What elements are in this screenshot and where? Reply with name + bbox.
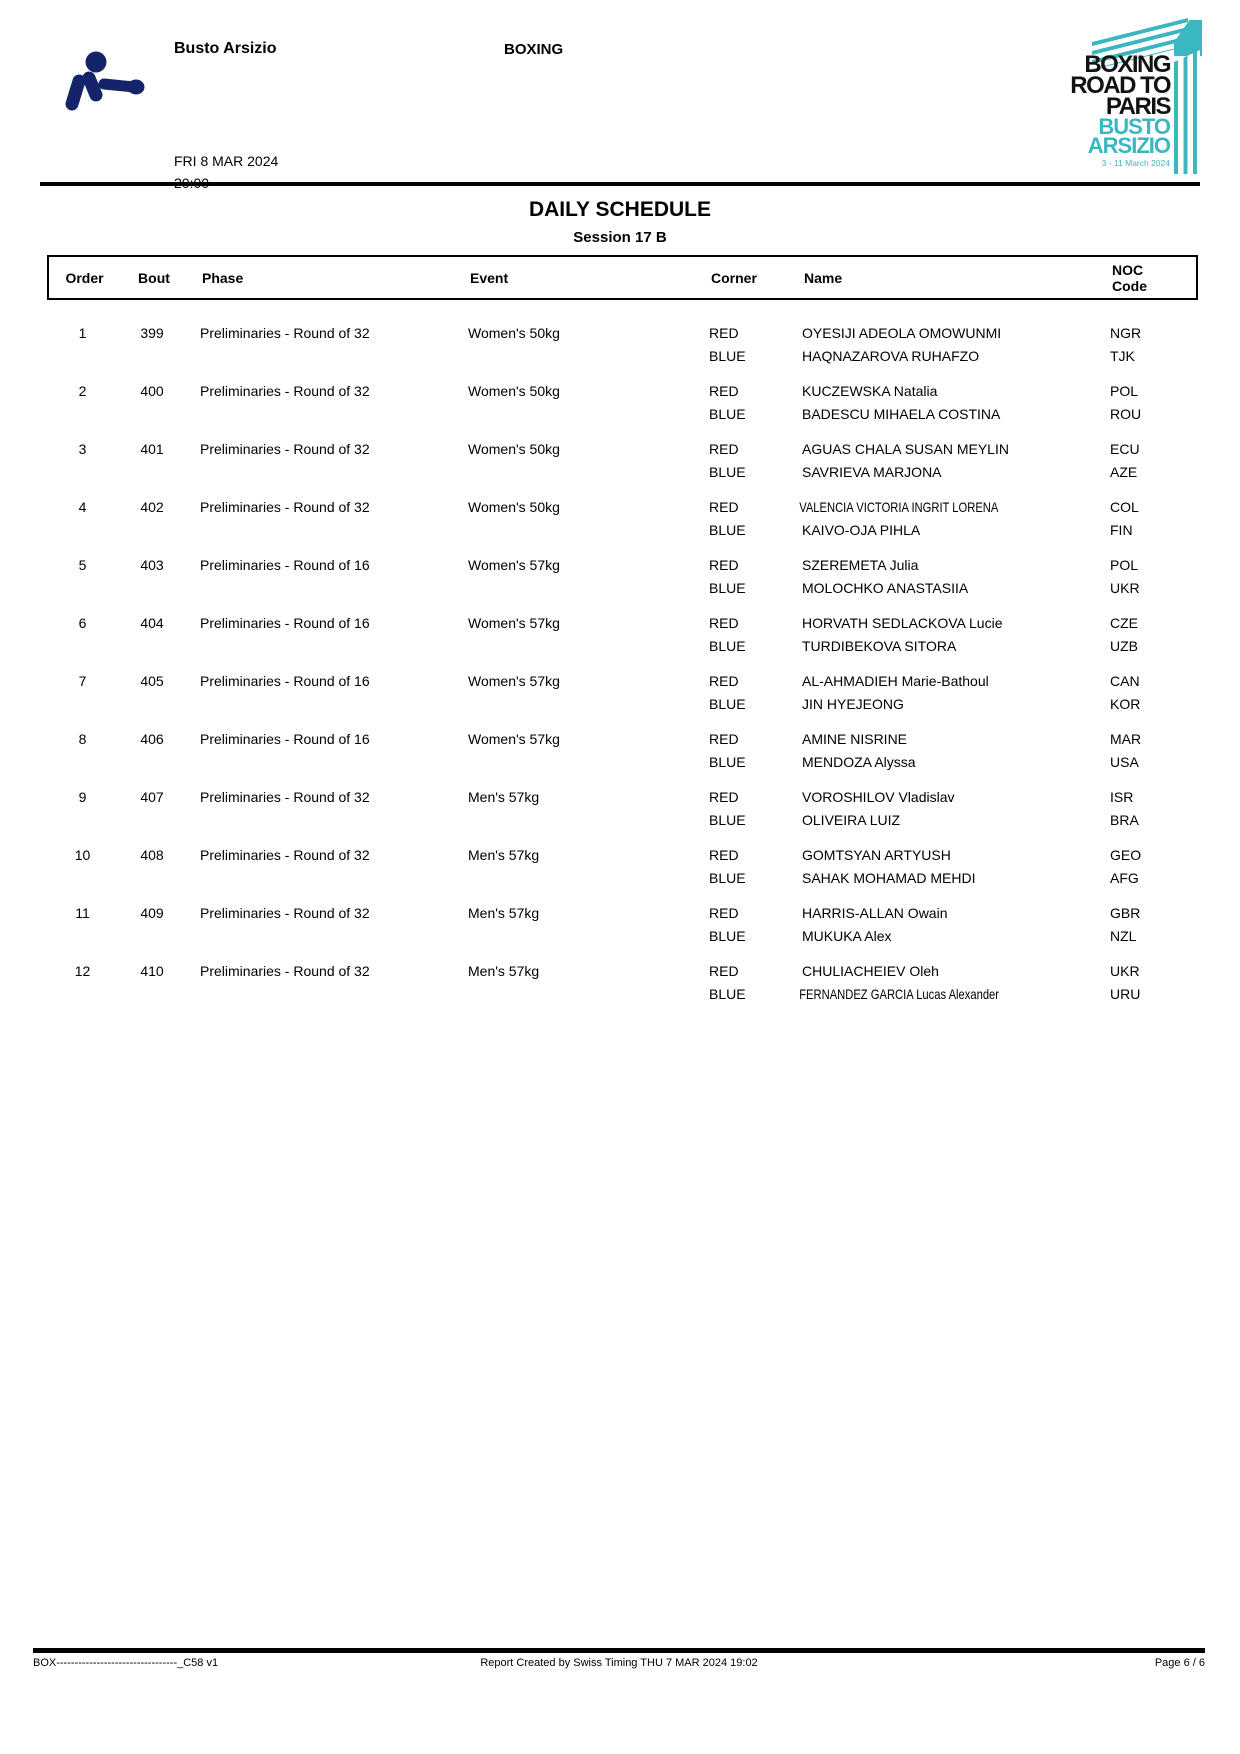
footer-page-number: Page 6 / 6: [1154, 1657, 1205, 1669]
red-boxer-noc: COL: [1110, 498, 1139, 515]
bout-phase: Preliminaries - Round of 16: [200, 556, 370, 573]
bout-order: 6: [78, 614, 87, 631]
blue-boxer-name: JIN HYEJEONG: [802, 695, 904, 712]
corner-blue-label: BLUE: [709, 637, 746, 654]
bout-event: Women's 57kg: [468, 730, 560, 747]
bout-number: 403: [140, 556, 164, 573]
col-header-noc: [1098, 262, 1200, 294]
red-boxer-noc: GBR: [1110, 904, 1141, 921]
footer-created-by: Report Created by Swiss Timing THU 7 MAR 2024 19:02: [480, 1657, 758, 1669]
logo-vertical-stripes: [1174, 50, 1200, 174]
blue-boxer-noc: UKR: [1110, 579, 1140, 596]
bout-number: 405: [140, 672, 164, 689]
bout-order: 4: [78, 498, 87, 515]
blue-boxer-name: TURDIBEKOVA SITORA: [802, 637, 957, 654]
bout-red-line: [47, 553, 1198, 576]
bout-number: 408: [140, 846, 164, 863]
bout-number: 404: [140, 614, 164, 631]
blue-boxer-noc: URU: [1110, 985, 1141, 1002]
header-rule: [40, 182, 1200, 186]
corner-red-label: RED: [709, 498, 739, 515]
bout-blue-line: [47, 634, 1198, 657]
logo-text: [1070, 51, 1170, 168]
red-boxer-noc: CZE: [1110, 614, 1138, 631]
schedule-table: [47, 255, 1198, 1010]
blue-boxer-name: BADESCU MIHAELA COSTINA: [802, 405, 1001, 422]
col-header-name: Name: [804, 269, 843, 286]
bout-blue-line: [47, 924, 1198, 947]
bout-order: 8: [78, 730, 87, 747]
bout-event: Men's 57kg: [468, 904, 540, 921]
logo-line-paris: PARIS: [1105, 93, 1170, 120]
logo-line-boxing: BOXING: [1084, 51, 1170, 78]
red-boxer-name: HARRIS-ALLAN Owain: [802, 904, 948, 921]
bout-phase: Preliminaries - Round of 32: [200, 498, 370, 515]
bout-order: 11: [75, 904, 90, 921]
red-boxer-noc: UKR: [1110, 962, 1140, 979]
bout-red-line: [47, 611, 1198, 634]
blue-boxer-noc: UZB: [1110, 637, 1138, 654]
col-header-noc-line2: Code: [1112, 277, 1147, 294]
blue-boxer-noc: FIN: [1110, 521, 1133, 538]
corner-blue-label: BLUE: [709, 695, 746, 712]
blue-boxer-name: MENDOZA Alyssa: [802, 753, 916, 770]
bout-red-line: [47, 669, 1198, 692]
bout-order: 12: [74, 962, 91, 979]
bout-blue-line: [47, 402, 1198, 425]
red-boxer-name: HORVATH SEDLACKOVA Lucie: [802, 614, 1003, 631]
bout-number: 399: [140, 324, 164, 341]
blue-boxer-name: SAVRIEVA MARJONA: [802, 463, 942, 480]
page-title: DAILY SCHEDULE: [528, 198, 712, 221]
red-boxer-name: AMINE NISRINE: [802, 730, 908, 747]
bout-number: 402: [140, 498, 164, 515]
red-boxer-name: OYESIJI ADEOLA OMOWUNMI: [802, 324, 1002, 341]
bout-event: Men's 57kg: [468, 846, 540, 863]
bout-blue-line: [47, 808, 1198, 831]
bout-blue-line: [47, 982, 1198, 1005]
corner-blue-label: BLUE: [709, 927, 746, 944]
red-boxer-name: VOROSHILOV Vladislav: [802, 788, 955, 805]
event-logo: [1040, 24, 1202, 176]
red-boxer-name: CHULIACHEIEV Oleh: [802, 962, 939, 979]
bout-row: [47, 952, 1198, 1010]
session-label: Session 17 B: [573, 229, 667, 246]
bout-red-line: [47, 901, 1198, 924]
schedule-rows: [47, 300, 1198, 1010]
col-header-noc-line1: NOC: [1112, 261, 1144, 278]
bout-blue-line: [47, 692, 1198, 715]
sport-name: BOXING: [504, 41, 564, 58]
boxing-pictogram-icon: [55, 50, 147, 119]
page-footer: [33, 1657, 1205, 1669]
corner-blue-label: BLUE: [709, 811, 746, 828]
bout-row: [47, 546, 1198, 604]
red-boxer-noc: ISR: [1110, 788, 1134, 805]
bout-row: [47, 604, 1198, 662]
bout-phase: Preliminaries - Round of 32: [200, 846, 370, 863]
corner-red-label: RED: [709, 382, 739, 399]
logo-line-arsizio: ARSIZIO: [1087, 133, 1170, 158]
bout-order: 10: [74, 846, 91, 863]
corner-red-label: RED: [709, 324, 739, 341]
corner-blue-label: BLUE: [709, 347, 746, 364]
corner-red-label: RED: [709, 614, 739, 631]
bout-number: 410: [140, 962, 164, 979]
col-header-order: Order: [65, 269, 104, 286]
bout-row: [47, 430, 1198, 488]
blue-boxer-name: SAHAK MOHAMAD MEHDI: [802, 869, 976, 886]
bout-phase: Preliminaries - Round of 16: [200, 730, 370, 747]
blue-boxer-noc: TJK: [1110, 347, 1135, 364]
bout-phase: Preliminaries - Round of 16: [200, 672, 370, 689]
red-boxer-name: SZEREMETA Julia: [802, 556, 919, 573]
table-header-row: [47, 255, 1198, 300]
bout-phase: Preliminaries - Round of 32: [200, 788, 370, 805]
bout-order: 7: [78, 672, 87, 689]
corner-red-label: RED: [709, 962, 739, 979]
logo-event-dates: 3 - 11 March 2024: [1101, 158, 1170, 168]
col-header-phase: Phase: [202, 269, 244, 286]
bout-event: Women's 50kg: [468, 440, 560, 457]
bout-order: 9: [78, 788, 87, 805]
corner-blue-label: BLUE: [709, 753, 746, 770]
blue-boxer-name: KAIVO-OJA PIHLA: [802, 521, 921, 538]
corner-red-label: RED: [709, 904, 739, 921]
bout-red-line: [47, 495, 1198, 518]
blue-boxer-noc: NZL: [1110, 927, 1137, 944]
bout-event: Women's 50kg: [468, 498, 560, 515]
blue-boxer-name: HAQNAZAROVA RUHAFZO: [802, 347, 980, 364]
blue-boxer-name: MUKUKA Alex: [802, 927, 892, 944]
bout-phase: Preliminaries - Round of 32: [200, 382, 370, 399]
col-header-corner: Corner: [711, 269, 757, 286]
bout-phase: Preliminaries - Round of 32: [200, 962, 370, 979]
red-boxer-name: VALENCIA VICTORIA INGRIT LORENA: [799, 498, 999, 515]
bout-order: 1: [78, 324, 87, 341]
corner-blue-label: BLUE: [709, 521, 746, 538]
bout-red-line: [47, 727, 1198, 750]
bout-row: [47, 778, 1198, 836]
corner-blue-label: BLUE: [709, 463, 746, 480]
red-boxer-noc: GEO: [1110, 846, 1142, 863]
blue-boxer-name: MOLOCHKO ANASTASIIA: [802, 579, 969, 596]
bout-phase: Preliminaries - Round of 32: [200, 440, 370, 457]
bout-order: 5: [78, 556, 87, 573]
bout-event: Women's 50kg: [468, 324, 560, 341]
blue-boxer-noc: BRA: [1110, 811, 1139, 828]
red-boxer-noc: NGR: [1110, 324, 1142, 341]
logo-line-roadto: ROAD TO: [1070, 72, 1170, 99]
col-header-event: Event: [470, 269, 509, 286]
bout-blue-line: [47, 750, 1198, 773]
col-header-bout: Bout: [138, 269, 170, 286]
red-boxer-noc: ECU: [1110, 440, 1140, 457]
corner-red-label: RED: [709, 672, 739, 689]
red-boxer-name: GOMTSYAN ARTYUSH: [802, 846, 951, 863]
blue-boxer-noc: AFG: [1110, 869, 1139, 886]
bout-phase: Preliminaries - Round of 32: [200, 324, 370, 341]
bout-row: [47, 314, 1198, 372]
red-boxer-noc: POL: [1110, 382, 1139, 399]
bout-row: [47, 720, 1198, 778]
bout-row: [47, 372, 1198, 430]
bout-order: 2: [78, 382, 87, 399]
bout-number: 400: [140, 382, 164, 399]
bout-event: Women's 57kg: [468, 556, 560, 573]
bout-event: Men's 57kg: [468, 962, 540, 979]
blue-boxer-noc: USA: [1110, 753, 1139, 770]
bout-red-line: [47, 959, 1198, 982]
red-boxer-name: AL-AHMADIEH Marie-Bathoul: [802, 672, 989, 689]
bout-row: [47, 836, 1198, 894]
bout-order: 3: [78, 440, 87, 457]
bout-red-line: [47, 321, 1198, 344]
corner-red-label: RED: [709, 440, 739, 457]
bout-blue-line: [47, 460, 1198, 483]
bout-row: [47, 488, 1198, 546]
bout-blue-line: [47, 518, 1198, 541]
red-boxer-noc: POL: [1110, 556, 1139, 573]
bout-number: 401: [140, 440, 164, 457]
footer-rule: [33, 1648, 1205, 1653]
bout-phase: Preliminaries - Round of 32: [200, 904, 370, 921]
corner-red-label: RED: [709, 556, 739, 573]
blue-boxer-name: OLIVEIRA LUIZ: [802, 811, 901, 828]
bout-blue-line: [47, 576, 1198, 599]
bout-event: Women's 50kg: [468, 382, 560, 399]
red-boxer-noc: CAN: [1110, 672, 1140, 689]
bout-number: 407: [140, 788, 164, 805]
bout-event: Women's 57kg: [468, 614, 560, 631]
bout-event: Women's 57kg: [468, 672, 560, 689]
bout-phase: Preliminaries - Round of 16: [200, 614, 370, 631]
footer-report-code: BOX---------------------------------_C58 v1: [33, 1657, 219, 1669]
corner-red-label: RED: [709, 846, 739, 863]
bout-row: [47, 662, 1198, 720]
bout-red-line: [47, 843, 1198, 866]
blue-boxer-noc: KOR: [1110, 695, 1141, 712]
bout-number: 406: [140, 730, 164, 747]
red-boxer-name: AGUAS CHALA SUSAN MEYLIN: [802, 440, 1009, 457]
red-boxer-noc: MAR: [1110, 730, 1142, 747]
bout-red-line: [47, 785, 1198, 808]
corner-red-label: RED: [709, 730, 739, 747]
bout-number: 409: [140, 904, 164, 921]
corner-blue-label: BLUE: [709, 405, 746, 422]
venue-name: Busto Arsizio: [174, 40, 277, 57]
corner-blue-label: BLUE: [709, 579, 746, 596]
corner-blue-label: BLUE: [709, 869, 746, 886]
bout-red-line: [47, 379, 1198, 402]
red-boxer-name: KUCZEWSKA Natalia: [802, 382, 938, 399]
bout-row: [47, 894, 1198, 952]
bout-blue-line: [47, 866, 1198, 889]
logo-line-busto: BUSTO: [1098, 114, 1170, 139]
blue-boxer-name: FERNANDEZ GARCIA Lucas Alexander: [799, 985, 1000, 1002]
corner-blue-label: BLUE: [709, 985, 746, 1002]
bout-red-line: [47, 437, 1198, 460]
bout-event: Men's 57kg: [468, 788, 540, 805]
session-datetime: [174, 150, 278, 194]
blue-boxer-noc: AZE: [1110, 463, 1138, 480]
session-date: FRI 8 MAR 2024: [174, 153, 279, 169]
bout-blue-line: [47, 344, 1198, 367]
blue-boxer-noc: ROU: [1110, 405, 1142, 422]
corner-red-label: RED: [709, 788, 739, 805]
